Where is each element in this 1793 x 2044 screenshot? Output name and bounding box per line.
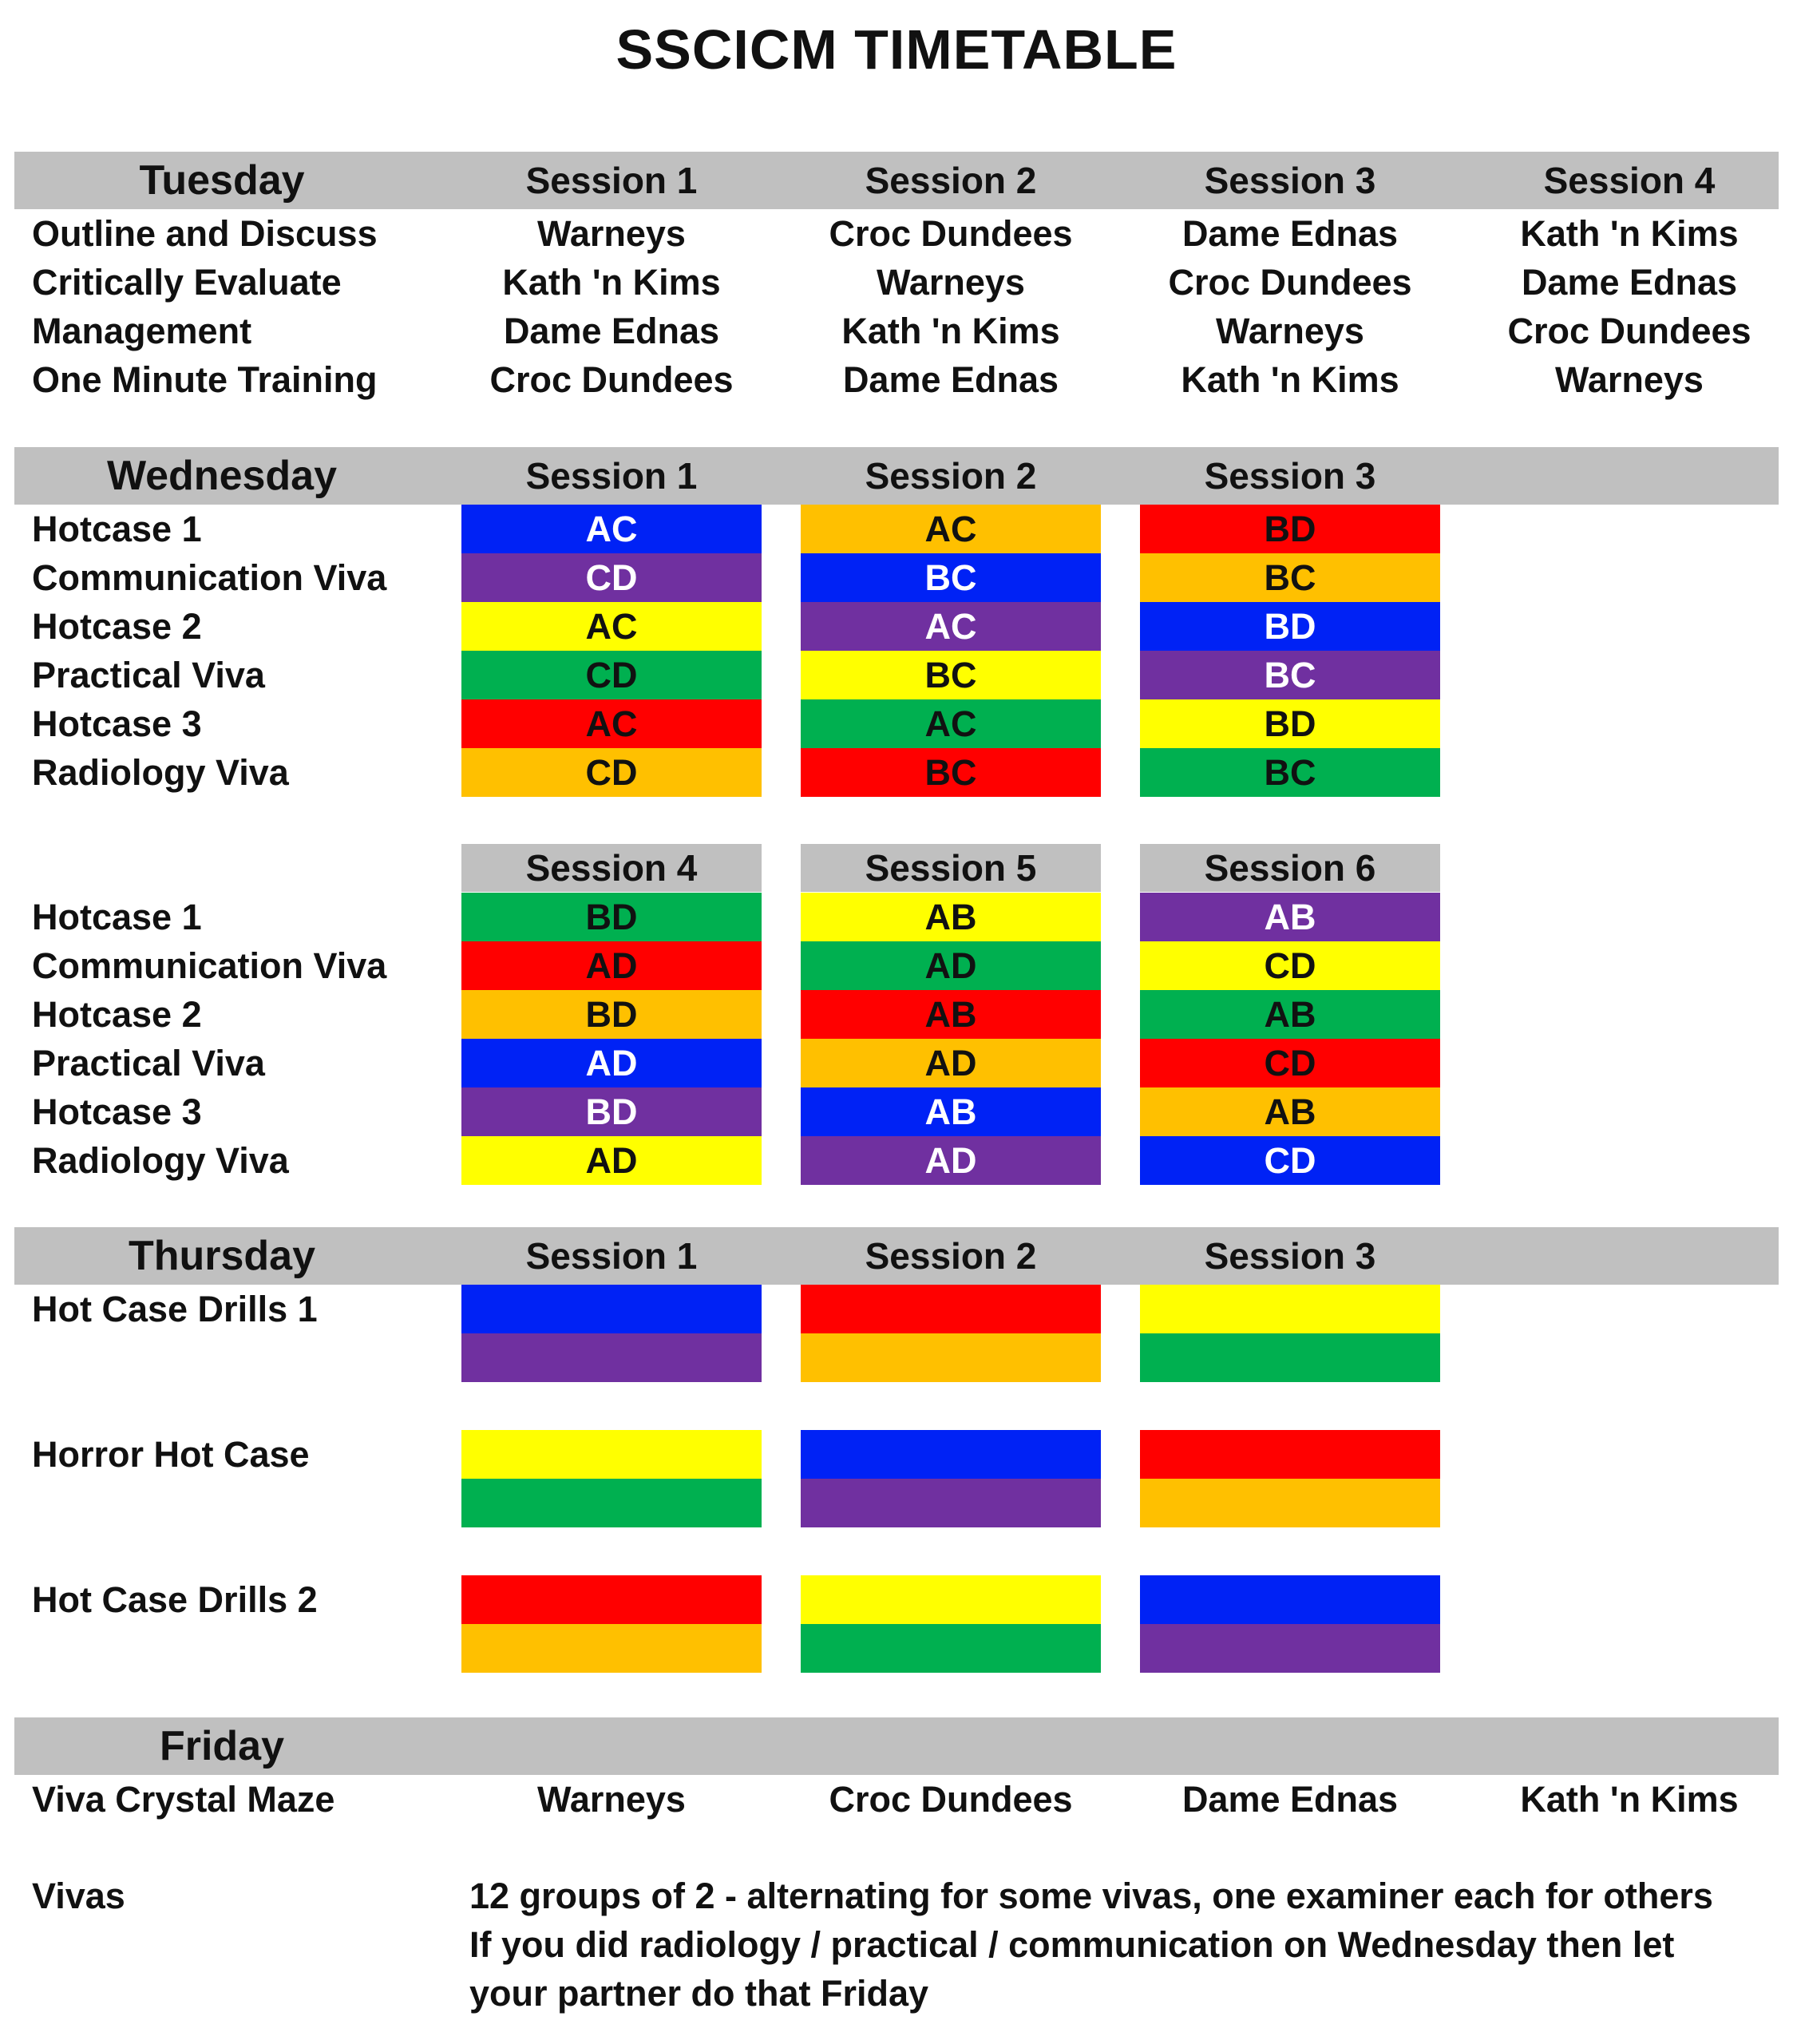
wednesday-row-label: Communication Viva xyxy=(32,557,387,598)
wednesday-row-label: Hotcase 3 xyxy=(32,703,202,744)
color-band xyxy=(1140,1575,1440,1624)
tuesday-group-cell: Warneys xyxy=(537,213,686,254)
group-pair-cell: AB xyxy=(1140,990,1440,1039)
wednesday-row-label: Hotcase 1 xyxy=(32,897,202,937)
group-pair-cell: CD xyxy=(1140,1039,1440,1087)
group-pair-cell: AB xyxy=(801,1087,1101,1136)
tuesday-session-header: Session 2 xyxy=(865,160,1037,201)
group-pair-cell: AC xyxy=(461,699,762,748)
color-band xyxy=(801,1333,1101,1382)
color-band xyxy=(1140,1624,1440,1673)
tuesday-group-cell: Dame Ednas xyxy=(1181,213,1399,254)
color-band xyxy=(801,1430,1101,1479)
friday-group-cell: Croc Dundees xyxy=(829,1779,1073,1820)
color-band xyxy=(801,1285,1101,1333)
tuesday-row-label: One Minute Training xyxy=(32,359,378,400)
group-pair-cell: CD xyxy=(1140,941,1440,990)
tuesday-row-label: Critically Evaluate xyxy=(32,262,342,303)
group-pair-cell: BC xyxy=(801,553,1101,602)
group-pair-cell: AD xyxy=(801,941,1101,990)
wednesday-day-label: Wednesday xyxy=(106,453,338,499)
group-pair-cell: BD xyxy=(461,893,762,941)
wednesday-session-header: Session 4 xyxy=(525,847,698,889)
tuesday-group-cell: Croc Dundees xyxy=(829,213,1073,254)
color-band xyxy=(801,1575,1101,1624)
friday-group-cell: Dame Ednas xyxy=(1181,1779,1399,1820)
vivas-note-line: your partner do that Friday xyxy=(469,1973,929,2014)
wednesday-row-label: Hotcase 2 xyxy=(32,994,202,1035)
wednesday-session-header: Session 1 xyxy=(525,455,698,497)
color-band xyxy=(1140,1430,1440,1479)
tuesday-group-cell: Kath 'n Kims xyxy=(1520,213,1739,254)
tuesday-group-cell: Warneys xyxy=(1216,311,1364,351)
group-pair-cell: BC xyxy=(801,651,1101,699)
color-band xyxy=(1140,1479,1440,1527)
wednesday-row-label: Communication Viva xyxy=(32,945,387,986)
color-band xyxy=(801,1624,1101,1673)
group-pair-cell: BD xyxy=(461,990,762,1039)
thursday-row-label: Hot Case Drills 2 xyxy=(32,1579,318,1620)
thursday-session-header: Session 3 xyxy=(1204,1235,1376,1277)
wednesday-session-header: Session 5 xyxy=(865,847,1037,889)
group-pair-cell: AD xyxy=(461,941,762,990)
group-pair-cell: AC xyxy=(461,505,762,553)
wednesday-session-header: Session 2 xyxy=(865,455,1037,497)
color-band xyxy=(461,1285,762,1333)
group-pair-cell: BD xyxy=(1140,505,1440,553)
wednesday-row-label: Hotcase 2 xyxy=(32,606,202,647)
tuesday-group-cell: Warneys xyxy=(877,262,1025,303)
tuesday-session-header: Session 1 xyxy=(525,160,698,201)
vivas-label: Vivas xyxy=(32,1876,125,1916)
wednesday-row-label: Radiology Viva xyxy=(32,1140,289,1181)
tuesday-group-cell: Dame Ednas xyxy=(842,359,1059,400)
group-pair-cell: AD xyxy=(461,1039,762,1087)
group-pair-cell: AB xyxy=(801,990,1101,1039)
group-pair-cell: CD xyxy=(461,748,762,797)
tuesday-group-cell: Dame Ednas xyxy=(503,311,720,351)
color-band xyxy=(1140,1285,1440,1333)
friday-row-label: Viva Crystal Maze xyxy=(32,1779,335,1820)
thursday-session-header: Session 2 xyxy=(865,1235,1037,1277)
group-pair-cell: AC xyxy=(801,505,1101,553)
page-title: SSCICM TIMETABLE xyxy=(615,18,1178,81)
wednesday-row-label: Practical Viva xyxy=(32,655,265,695)
color-band xyxy=(1140,1333,1440,1382)
group-pair-cell: AB xyxy=(1140,893,1440,941)
group-pair-cell: AC xyxy=(801,602,1101,651)
thursday-row-label: Hot Case Drills 1 xyxy=(32,1289,318,1329)
wednesday-row-label: Radiology Viva xyxy=(32,752,289,793)
color-band xyxy=(461,1624,762,1673)
tuesday-row-label: Outline and Discuss xyxy=(32,213,378,254)
group-pair-cell: AD xyxy=(461,1136,762,1185)
tuesday-group-cell: Croc Dundees xyxy=(489,359,734,400)
group-pair-cell: CD xyxy=(461,553,762,602)
group-pair-cell: AC xyxy=(461,602,762,651)
wednesday-session-header: Session 3 xyxy=(1204,455,1376,497)
tuesday-group-cell: Croc Dundees xyxy=(1168,262,1412,303)
group-pair-cell: BC xyxy=(1140,553,1440,602)
color-band xyxy=(461,1575,762,1624)
group-pair-cell: BC xyxy=(801,748,1101,797)
group-pair-cell: CD xyxy=(461,651,762,699)
group-pair-cell: AD xyxy=(801,1039,1101,1087)
tuesday-group-cell: Dame Ednas xyxy=(1521,262,1738,303)
group-pair-cell: CD xyxy=(1140,1136,1440,1185)
vivas-note-line: If you did radiology / practical / communication on Wednesday then let xyxy=(469,1924,1675,1965)
group-pair-cell: AC xyxy=(801,699,1101,748)
color-band xyxy=(461,1333,762,1382)
tuesday-group-cell: Kath 'n Kims xyxy=(502,262,721,303)
vivas-note-line: 12 groups of 2 - alternating for some vivas, one examiner each for others xyxy=(469,1876,1713,1916)
tuesday-day-label: Tuesday xyxy=(139,157,305,204)
tuesday-group-cell: Croc Dundees xyxy=(1507,311,1751,351)
wednesday-row-label: Hotcase 3 xyxy=(32,1091,202,1132)
friday-group-cell: Warneys xyxy=(537,1779,686,1820)
tuesday-group-cell: Kath 'n Kims xyxy=(1181,359,1399,400)
friday-group-cell: Kath 'n Kims xyxy=(1520,1779,1739,1820)
friday-day-label: Friday xyxy=(159,1723,285,1769)
tuesday-group-cell: Kath 'n Kims xyxy=(841,311,1060,351)
thursday-day-label: Thursday xyxy=(128,1233,316,1279)
tuesday-row-label: Management xyxy=(32,311,252,351)
group-pair-cell: AB xyxy=(1140,1087,1440,1136)
color-band xyxy=(461,1479,762,1527)
wednesday-session-header: Session 6 xyxy=(1204,847,1376,889)
group-pair-cell: AB xyxy=(801,893,1101,941)
color-band xyxy=(801,1479,1101,1527)
group-pair-cell: BD xyxy=(1140,699,1440,748)
tuesday-session-header: Session 4 xyxy=(1543,160,1716,201)
group-pair-cell: BD xyxy=(1140,602,1440,651)
group-pair-cell: BC xyxy=(1140,651,1440,699)
color-band xyxy=(461,1430,762,1479)
tuesday-group-cell: Warneys xyxy=(1555,359,1704,400)
tuesday-session-header: Session 3 xyxy=(1204,160,1376,201)
wednesday-row-label: Practical Viva xyxy=(32,1043,265,1083)
group-pair-cell: BD xyxy=(461,1087,762,1136)
group-pair-cell: AD xyxy=(801,1136,1101,1185)
wednesday-row-label: Hotcase 1 xyxy=(32,509,202,549)
thursday-row-label: Horror Hot Case xyxy=(32,1434,310,1475)
group-pair-cell: BC xyxy=(1140,748,1440,797)
thursday-session-header: Session 1 xyxy=(525,1235,698,1277)
